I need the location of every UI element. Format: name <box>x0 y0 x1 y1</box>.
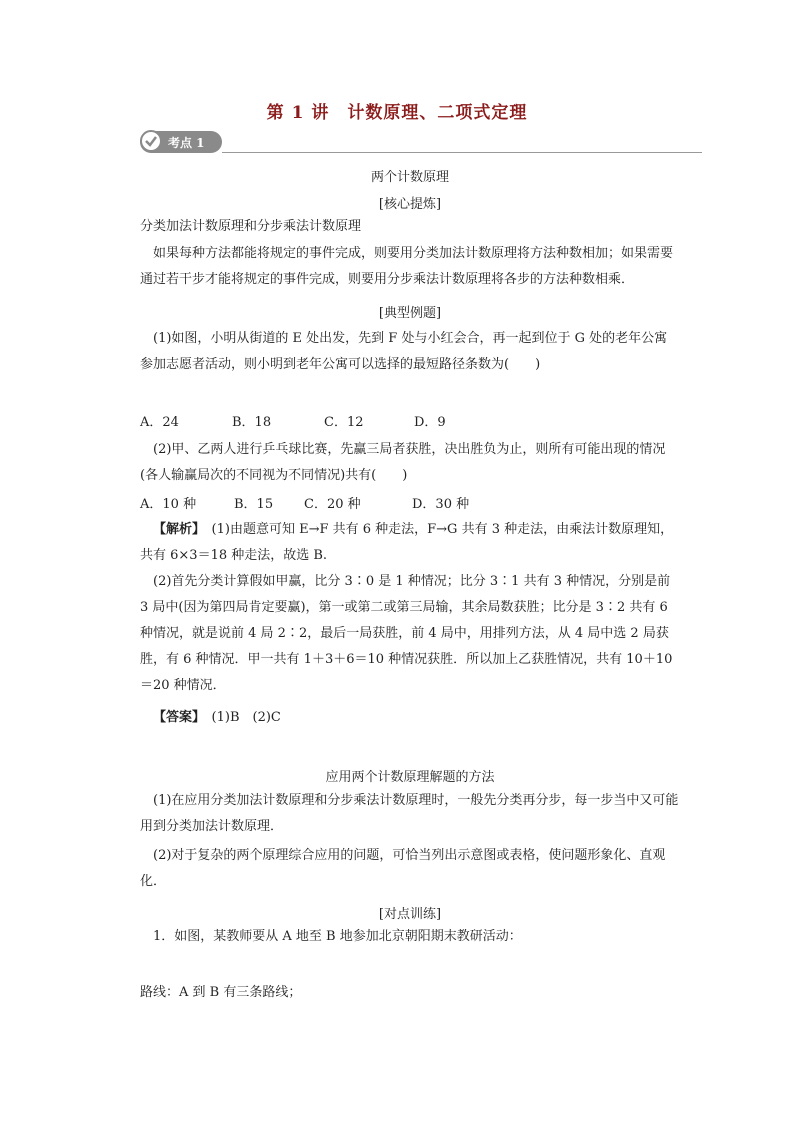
option: B．15 <box>234 497 274 512</box>
exercise-1: 1．如图，某教师要从 A 地至 B 地参加北京朝阳期末教研活动： <box>153 929 522 944</box>
topic-badge <box>140 131 222 153</box>
method-paragraph-2: (2)对于复杂的两个原理综合应用的问题，可恰当列出示意图或表格，使问题形象化、直观化． <box>140 848 666 889</box>
core-label: [核心提炼] <box>378 197 442 212</box>
option: C．20 种 <box>304 497 361 512</box>
topic-badge-label: 考点 1 <box>168 136 205 150</box>
question-1: (1)如图，小明从街道的 E 处出发，先到 F 处与小红会合，再一起到位于 G 处的老年公寓参加志愿者活动，则小明到老年公寓可以选择的最短路径条数为( ) <box>140 331 668 372</box>
lecture-title: 第 1 讲 计数原理、二项式定理 <box>266 103 528 123</box>
question-1-options <box>140 411 446 430</box>
section1-heading: 两个计数原理 <box>370 170 449 185</box>
answer-line <box>140 705 680 731</box>
question-2-options <box>140 493 469 512</box>
section-divider <box>222 152 702 153</box>
analysis-1-text: (1)由题意可知 E→F 共有 6 种走法，F→G 共有 3 种走法，由乘法计数原理知，共有 6×3＝18 种走法，故选 B. <box>140 522 674 563</box>
training-label: [对点训练] <box>378 907 442 922</box>
analysis-2: (2)首先分类计算假如甲赢，比分 3∶0 是 1 种情况；比分 3∶1 共有 3 种情况，分别是前 3 局中(因为第四局肯定要赢)，第一或第二或第三局输，其余局数获胜；比分是 3∶2 共有 6 种情况，就是说前 4 局 2∶2，最后一局获胜，前 4 局中，用排列方法，从 4 局中选 2 局获胜，有 6 种情况．甲一共有 1＋3＋6＝10 种情况获胜．所以加上乙获胜情况，共有 10＋10＝20 种情况． <box>140 574 673 693</box>
option: B．18 <box>232 415 272 430</box>
answer-label: 【答案】 <box>153 710 199 725</box>
question-2: (2)甲、乙两人进行乒乓球比赛，先赢三局者获胜，决出胜负为止，则所有可能出现的情况(各人输赢局次的不同视为不同情况)共有( ) <box>140 442 666 483</box>
checkmark-icon <box>140 130 162 152</box>
answer-text: (1)B (2)C <box>211 710 281 725</box>
section2-heading: 应用两个计数原理解题的方法 <box>325 770 495 785</box>
analysis-1 <box>140 517 680 569</box>
option: D．30 种 <box>412 497 470 512</box>
option: D．9 <box>414 415 446 430</box>
example-label: [典型例题] <box>378 306 442 321</box>
option: A．24 <box>140 415 179 430</box>
analysis-label: 【解析】 <box>153 522 199 537</box>
option: A．10 种 <box>140 497 197 512</box>
option: C．12 <box>324 415 364 430</box>
method-paragraph-1: (1)在应用分类加法计数原理和分步乘法计数原理时，一般先分类再分步，每一步当中又可能用到分类加法计数原理． <box>140 793 679 834</box>
route-line: 路线：A 到 B 有三条路线； <box>140 985 302 1000</box>
core-subheading: 分类加法计数原理和分步乘法计数原理 <box>140 219 362 234</box>
core-paragraph: 如果每种方法都能将规定的事件完成，则要用分类加法计数原理将方法种数相加；如果需要通过若干步才能将规定的事件完成，则要用分步乘法计数原理将各步的方法种数相乘． <box>140 246 674 287</box>
